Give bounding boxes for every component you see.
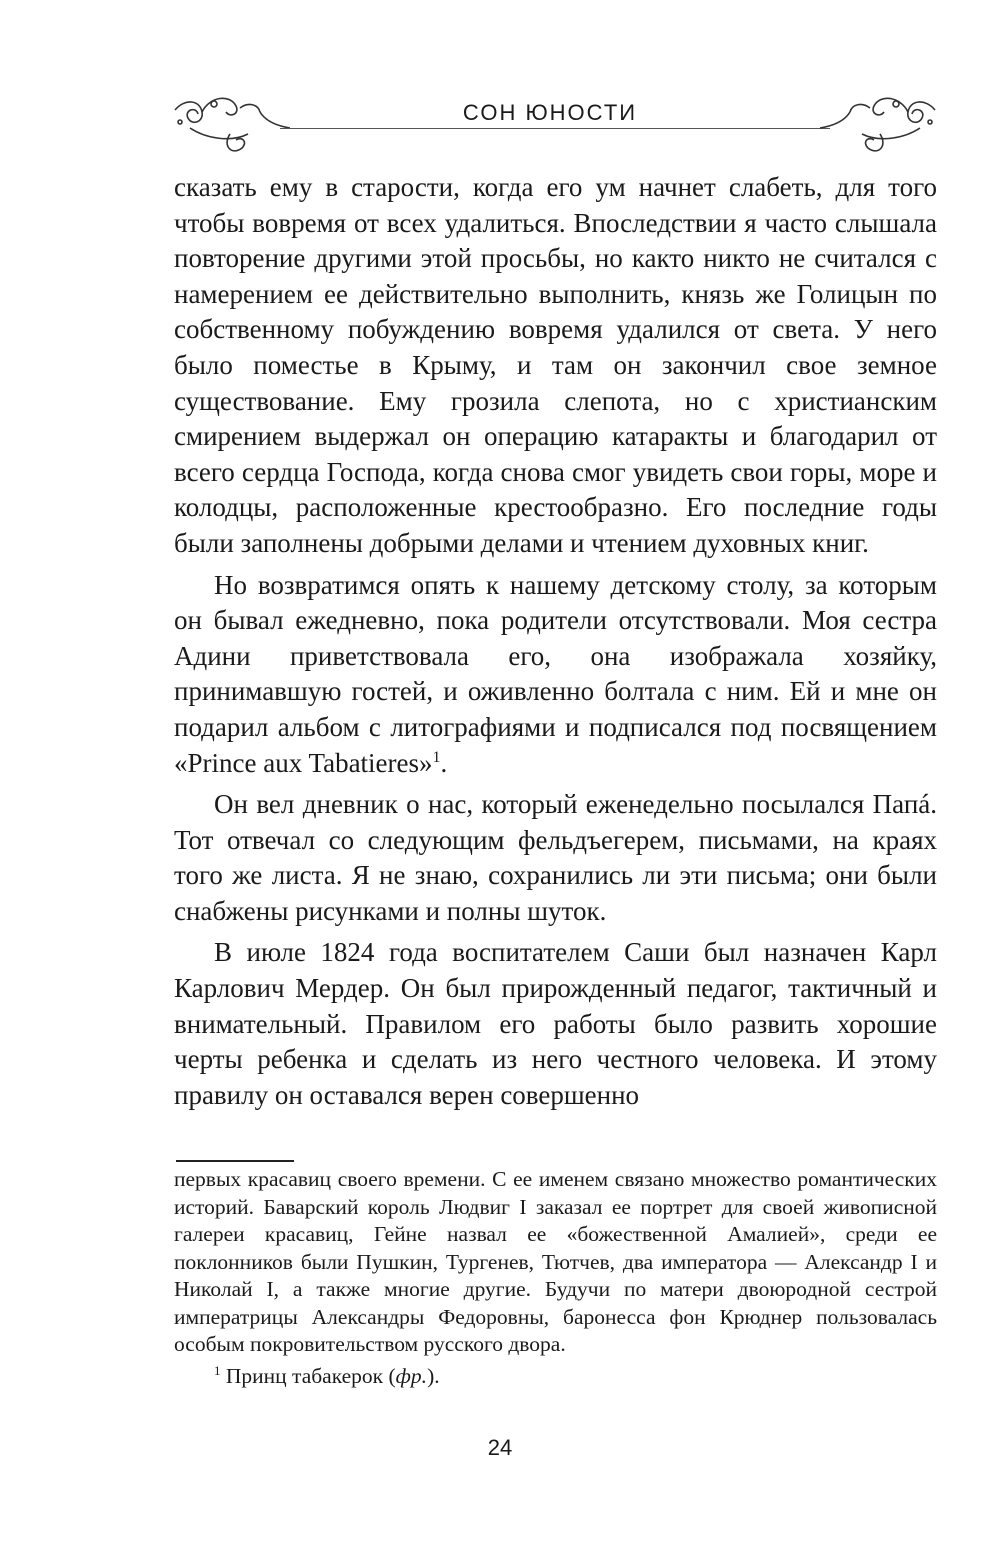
- paragraph: Он вел дневник о нас, который еженедельно посылался Папá. Тот отвечал со следующим фельдъегерем, письмами, на краях того же листа. Я не знаю, сохранились ли эти письма; они были снабжены рисунками и полны шуток.: [174, 789, 937, 926]
- footnotes: [174, 1166, 937, 1390]
- paragraph-text: Но возвратимся опять к нашему детскому столу, за которым он бывал ежедневно, пока родители отсутствовали. Моя сестра Адини приветствовала его, она изображала хозяйку, принимавшую гостей, и оживленно болтала с ним. Ей и мне он подарил альбом с литографиями и подписался под посвящением «Prince aux Tabatieres»: [174, 569, 937, 778]
- running-title: СОН ЮНОСТИ: [160, 100, 940, 126]
- right-flourish-ornament-icon: [820, 88, 940, 158]
- footnote-continuation: первых красавиц своего времени. С ее именем связано множество романтических историй. Баварский король Людвиг I заказал ее портрет для своей живописной галереи красавиц, Гейне назвал ее «божественной Амалией», среди ее поклонников были Пушкин, Тургенев, Тютчев, два императора — Александр I и Николай I, а также многие другие. Будучи по матери двоюродной сестрой императрицы Александры Федоровны, баронесса фон Крюднер пользовалась особым покровительством русского двора.: [174, 1167, 937, 1356]
- footnote-language: фр.: [395, 1363, 428, 1388]
- footnote-reference: 1: [432, 748, 441, 766]
- header-rule: [280, 128, 830, 129]
- footnote-mark: 1: [214, 1362, 221, 1378]
- paragraph-continued: сказать ему в старости, когда его ум начнет слабеть, для того чтобы вовремя от всех удалиться. Впоследствии я часто слышала повторение другими этой просьбы, но както никто не считался с намерением ее действительно выполнить, князь же Голицын по собственному побуждению вовремя удалился от света. У него было поместье в Крыму, и там он закончил свое земное существование. Ему грозила слепота, но с христианским смирением выдержал он операцию катаракты и благодарил от всего сердца Господа, когда снова смог увидеть свои горы, море и колодцы, расположенные крестообразно. Его последние годы были заполнены добрыми делами и чтением духовных книг.: [174, 172, 937, 558]
- footnote-separator: [176, 1160, 294, 1162]
- paragraph-end: .: [440, 747, 448, 778]
- running-header: [160, 88, 940, 160]
- main-text: [174, 170, 937, 1113]
- footnote-text: Принц табакерок (: [220, 1363, 396, 1388]
- paragraph: В июле 1824 года воспитателем Саши был назначен Карл Карлович Мердер. Он был прирожденный педагог, тактичный и внимательный. Правилом его работы было развить хорошие черты ребенка и сделать из него честного человека. И этому правилу он оставался верен совершенно: [174, 937, 937, 1110]
- paragraph: [174, 568, 937, 782]
- footnote-close: ).: [427, 1363, 440, 1388]
- footnote: [174, 1363, 937, 1391]
- page-number: 24: [487, 1435, 513, 1460]
